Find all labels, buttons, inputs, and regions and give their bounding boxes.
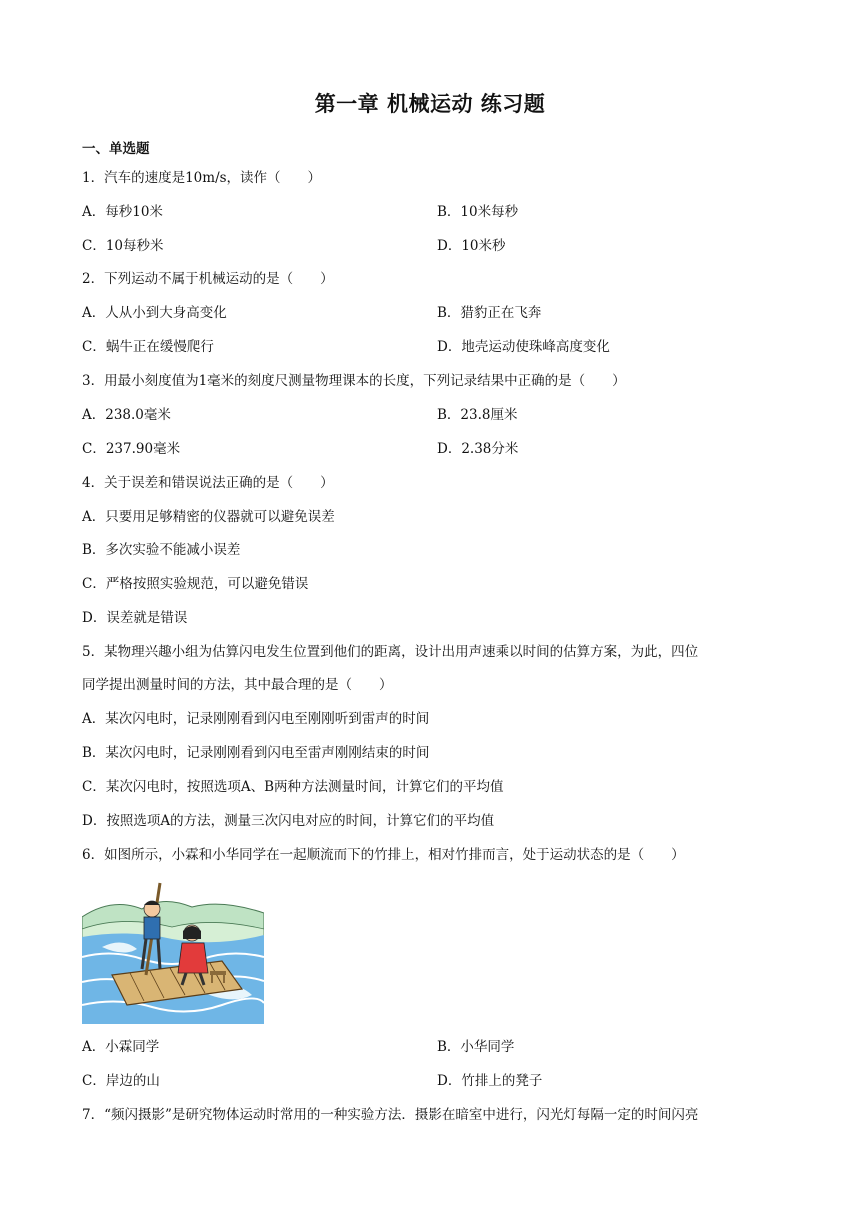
- q4-option-c: C．严格按照实验规范，可以避免错误: [82, 576, 309, 592]
- q1-option-d: D．10米秒: [437, 238, 506, 254]
- q4-option-a: A．只要用足够精密的仪器就可以避免误差: [82, 509, 335, 525]
- q3-option-b: B．23.8厘米: [437, 407, 518, 423]
- q5-option-d: D．按照选项A的方法，测量三次闪电对应的时间，计算它们的平均值: [82, 813, 495, 829]
- q2-option-b: B．猎豹正在飞奔: [437, 305, 542, 321]
- q6-option-a: A．小霖同学: [82, 1039, 160, 1055]
- page-title: 第一章 机械运动 练习题: [314, 92, 546, 116]
- q6-option-c: C．岸边的山: [82, 1073, 160, 1089]
- q6-option-d: D．竹排上的凳子: [437, 1073, 543, 1089]
- question-7-stem: 7．“频闪摄影”是研究物体运动时常用的一种实验方法．摄影在暗室中进行，闪光灯每隔一定的时间闪亮: [82, 1107, 699, 1123]
- bamboo-raft-illustration: [82, 877, 264, 1024]
- q5-option-c: C．某次闪电时，按照选项A、B两种方法测量时间，计算它们的平均值: [82, 779, 504, 795]
- q3-option-c: C．237.90毫米: [82, 441, 181, 457]
- question-5-stem-line-2: 同学提出测量时间的方法，其中最合理的是（ ）: [82, 677, 393, 693]
- q1-option-b: B．10米每秒: [437, 204, 519, 220]
- q2-option-d: D．地壳运动使珠峰高度变化: [437, 339, 610, 355]
- q3-option-a: A．238.0毫米: [82, 407, 171, 423]
- q4-option-b: B．多次实验不能减小误差: [82, 542, 241, 558]
- q5-option-b: B．某次闪电时，记录刚刚看到闪电至雷声刚刚结束的时间: [82, 745, 430, 761]
- q4-option-d: D．误差就是错误: [82, 610, 188, 626]
- q5-option-a: A．某次闪电时，记录刚刚看到闪电至刚刚听到雷声的时间: [82, 711, 430, 727]
- q1-option-a: A．每秒10米: [82, 204, 163, 220]
- question-4-stem: 4．关于误差和错误说法正确的是（ ）: [82, 475, 334, 491]
- question-1-stem: 1．汽车的速度是10m/s，读作（ ）: [82, 170, 322, 186]
- question-2-stem: 2．下列运动不属于机械运动的是（ ）: [82, 271, 334, 287]
- q2-option-a: A．人从小到大身高变化: [82, 305, 227, 321]
- q3-option-d: D．2.38分米: [437, 441, 519, 457]
- question-5-stem-line-1: 5．某物理兴趣小组为估算闪电发生位置到他们的距离，设计出用声速乘以时间的估算方案，为此，四位: [82, 644, 699, 660]
- q6-option-b: B．小华同学: [437, 1039, 515, 1055]
- section-heading: 一、单选题: [82, 141, 150, 157]
- question-3-stem: 3．用最小刻度值为1毫米的刻度尺测量物理课本的长度，下列记录结果中正确的是（ ）: [82, 373, 626, 389]
- q2-option-c: C．蜗牛正在缓慢爬行: [82, 339, 214, 355]
- question-6-stem: 6．如图所示，小霖和小华同学在一起顺流而下的竹排上，相对竹排而言，处于运动状态的是（ ）: [82, 847, 685, 863]
- q1-option-c: C．10每秒米: [82, 238, 164, 254]
